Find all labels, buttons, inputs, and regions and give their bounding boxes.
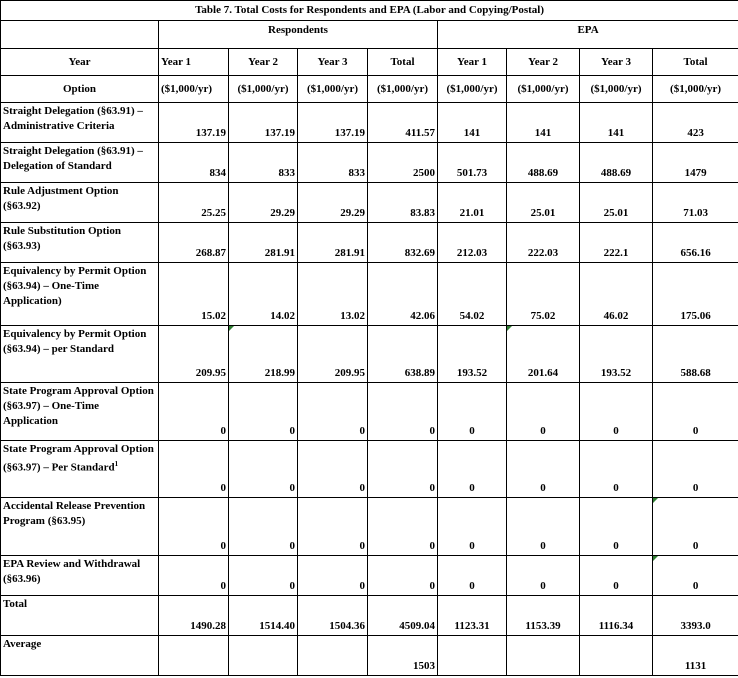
value-cell: 423: [653, 103, 738, 143]
value-cell: [159, 636, 229, 676]
value-cell: 175.06: [653, 263, 738, 326]
value-cell: 0: [229, 556, 298, 596]
row-label: [1, 223, 159, 263]
value-cell: 222.1: [580, 223, 653, 263]
row-label-text: Straight Delegation (§63.91) – Delegation of Standard: [3, 145, 143, 172]
value-cell: 0: [507, 556, 580, 596]
value-cell: 0: [580, 498, 653, 556]
table-row: [1, 223, 738, 263]
value-cell: 1514.40: [229, 596, 298, 636]
table-row: [1, 556, 738, 596]
row-label: [1, 498, 159, 556]
value-cell: 29.29: [229, 183, 298, 223]
option-header-label: Option: [1, 76, 159, 103]
value-cell: 0: [580, 556, 653, 596]
value-cell: 137.19: [229, 103, 298, 143]
value-cell: 0: [507, 383, 580, 441]
unit-cell: ($1,000/yr): [580, 76, 653, 103]
value-cell: 0: [653, 556, 738, 596]
row-label-text: Average: [3, 638, 42, 650]
row-label-text: State Program Approval Option (§63.97) – Per Standard: [3, 443, 154, 474]
value-cell: 1123.31: [438, 596, 507, 636]
value-cell: 201.64: [507, 326, 580, 383]
value-cell: 488.69: [580, 143, 653, 183]
value-cell: 501.73: [438, 143, 507, 183]
value-cell: 54.02: [438, 263, 507, 326]
value-cell: [298, 636, 368, 676]
value-cell: 0: [580, 383, 653, 441]
value-cell: 0: [298, 383, 368, 441]
value-cell: 222.03: [507, 223, 580, 263]
value-cell: 141: [438, 103, 507, 143]
table-row: [1, 183, 738, 223]
year-header-label: Year: [1, 49, 159, 76]
value-cell: 0: [507, 441, 580, 498]
value-cell: 0: [159, 441, 229, 498]
value-cell: 0: [368, 556, 438, 596]
row-label-text: Equivalency by Permit Option (§63.94) – per Standard: [3, 328, 147, 355]
value-cell: 141: [580, 103, 653, 143]
table-row: [1, 383, 738, 441]
value-cell: 21.01: [438, 183, 507, 223]
value-cell: 2500: [368, 143, 438, 183]
row-label-text: Equivalency by Permit Option (§63.94) – One-Time Application): [3, 265, 147, 307]
value-cell: 0: [159, 498, 229, 556]
row-label: [1, 103, 159, 143]
table-row: [1, 498, 738, 556]
row-label-text: Total: [3, 598, 28, 610]
value-cell: 4509.04: [368, 596, 438, 636]
table-row: [1, 441, 738, 498]
footnote-marker: 1: [114, 460, 119, 468]
unit-cell: ($1,000/yr): [298, 76, 368, 103]
value-cell: 488.69: [507, 143, 580, 183]
value-cell: [229, 636, 298, 676]
value-cell: 1490.28: [159, 596, 229, 636]
value-cell: 0: [438, 441, 507, 498]
value-cell: 75.02: [507, 263, 580, 326]
value-cell: 833: [298, 143, 368, 183]
row-label: [1, 143, 159, 183]
value-cell: 25.25: [159, 183, 229, 223]
unit-cell: ($1,000/yr): [438, 76, 507, 103]
value-cell: 0: [298, 556, 368, 596]
value-cell: 1503: [368, 636, 438, 676]
value-cell: 588.68: [653, 326, 738, 383]
row-label: [1, 263, 159, 326]
value-cell: 1479: [653, 143, 738, 183]
corner-blank: [1, 21, 159, 49]
value-cell: 25.01: [580, 183, 653, 223]
row-label: [1, 326, 159, 383]
value-cell: 281.91: [229, 223, 298, 263]
table-title: Table 7. Total Costs for Respondents and EPA (Labor and Copying/Postal): [1, 1, 738, 21]
epa-year-1: Year 1: [438, 49, 507, 76]
value-cell: 833: [229, 143, 298, 183]
row-label: [1, 636, 159, 676]
value-cell: 0: [580, 441, 653, 498]
value-cell: 834: [159, 143, 229, 183]
value-cell: 46.02: [580, 263, 653, 326]
epa-year-3: Year 3: [580, 49, 653, 76]
value-cell: 832.69: [368, 223, 438, 263]
value-cell: 1131: [653, 636, 738, 676]
value-cell: 0: [653, 498, 738, 556]
row-label-text: Rule Adjustment Option (§63.92): [3, 185, 119, 212]
value-cell: 0: [229, 383, 298, 441]
table-row: [1, 143, 738, 183]
value-cell: 268.87: [159, 223, 229, 263]
value-cell: 0: [438, 383, 507, 441]
table-row: [1, 326, 738, 383]
value-cell: 1504.36: [298, 596, 368, 636]
row-label: [1, 383, 159, 441]
table-row: [1, 596, 738, 636]
row-label-text: Straight Delegation (§63.91) – Administrative Criteria: [3, 105, 143, 132]
value-cell: 0: [507, 498, 580, 556]
value-cell: 0: [229, 498, 298, 556]
row-label: [1, 556, 159, 596]
value-cell: 0: [368, 498, 438, 556]
value-cell: [438, 636, 507, 676]
value-cell: 15.02: [159, 263, 229, 326]
row-label-text: Rule Substitution Option (§63.93): [3, 225, 121, 252]
row-label-text: Accidental Release Prevention Program (§63.95): [3, 500, 146, 527]
epa-year-2: Year 2: [507, 49, 580, 76]
value-cell: 209.95: [159, 326, 229, 383]
value-cell: 137.19: [298, 103, 368, 143]
row-label: [1, 441, 159, 498]
value-cell: 193.52: [580, 326, 653, 383]
resp-year-2: Year 2: [229, 49, 298, 76]
value-cell: [507, 636, 580, 676]
row-label: [1, 183, 159, 223]
unit-cell: ($1,000/yr): [159, 76, 229, 103]
value-cell: 209.95: [298, 326, 368, 383]
epa-total: Total: [653, 49, 738, 76]
value-cell: 0: [159, 383, 229, 441]
unit-cell: ($1,000/yr): [368, 76, 438, 103]
value-cell: 141: [507, 103, 580, 143]
value-cell: 0: [298, 441, 368, 498]
table-row: [1, 263, 738, 326]
value-cell: 218.99: [229, 326, 298, 383]
value-cell: 0: [368, 383, 438, 441]
value-cell: 0: [159, 556, 229, 596]
value-cell: 42.06: [368, 263, 438, 326]
table-row: [1, 103, 738, 143]
resp-total: Total: [368, 49, 438, 76]
value-cell: 656.16: [653, 223, 738, 263]
value-cell: 0: [438, 556, 507, 596]
value-cell: 0: [653, 441, 738, 498]
resp-year-1: Year 1: [159, 49, 229, 76]
value-cell: 13.02: [298, 263, 368, 326]
value-cell: 0: [438, 498, 507, 556]
unit-cell: ($1,000/yr): [653, 76, 738, 103]
row-label-text: EPA Review and Withdrawal (§63.96): [3, 558, 141, 585]
value-cell: 83.83: [368, 183, 438, 223]
value-cell: 71.03: [653, 183, 738, 223]
value-cell: 25.01: [507, 183, 580, 223]
value-cell: 212.03: [438, 223, 507, 263]
value-cell: 281.91: [298, 223, 368, 263]
value-cell: [580, 636, 653, 676]
value-cell: 0: [368, 441, 438, 498]
group-respondents: Respondents: [159, 21, 438, 49]
value-cell: 0: [653, 383, 738, 441]
value-cell: 1153.39: [507, 596, 580, 636]
value-cell: 29.29: [298, 183, 368, 223]
value-cell: 193.52: [438, 326, 507, 383]
value-cell: 638.89: [368, 326, 438, 383]
resp-year-3: Year 3: [298, 49, 368, 76]
value-cell: 0: [298, 498, 368, 556]
value-cell: 411.57: [368, 103, 438, 143]
value-cell: 137.19: [159, 103, 229, 143]
unit-cell: ($1,000/yr): [229, 76, 298, 103]
value-cell: 3393.0: [653, 596, 738, 636]
value-cell: 1116.34: [580, 596, 653, 636]
value-cell: 14.02: [229, 263, 298, 326]
unit-cell: ($1,000/yr): [507, 76, 580, 103]
row-label: [1, 596, 159, 636]
row-label-text: State Program Approval Option (§63.97) – One-Time Application: [3, 385, 154, 427]
value-cell: 0: [229, 441, 298, 498]
table-row: [1, 636, 738, 676]
group-epa: EPA: [438, 21, 738, 49]
